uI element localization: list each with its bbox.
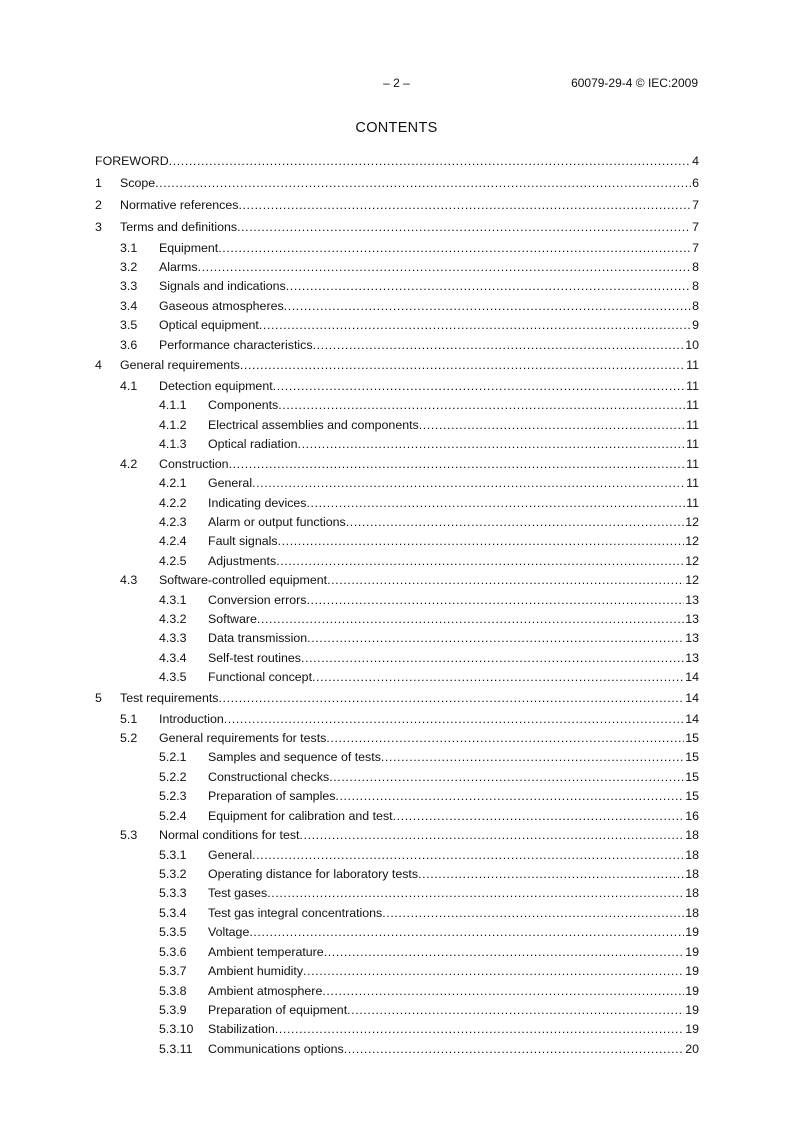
toc-entry-line [159,277,699,296]
toc-entry-page: 11 [686,398,699,413]
toc-entry-page: 12 [685,553,699,568]
toc-entry-line [159,377,699,396]
toc-entry[interactable] [95,173,699,195]
toc-entry-line [208,748,699,767]
toc-entry[interactable] [95,591,699,610]
dot-leader [306,591,684,610]
toc-entry-page: 11 [686,437,699,452]
toc-entry-line [159,571,699,590]
toc-entry-line [120,688,699,710]
toc-entry-page: 15 [685,789,699,804]
toc-entry[interactable] [95,962,699,981]
toc-entry[interactable] [95,277,699,296]
toc-entry-number: 4.1 [120,378,138,393]
dot-leader [335,787,684,806]
toc-entry-line [159,316,699,335]
toc-entry-page: 12 [685,534,699,549]
dot-leader [307,494,686,513]
toc-entry-page: 18 [685,828,699,843]
toc-entry-line [120,355,699,377]
toc-entry-title: Operating distance for laboratory tests [208,867,419,881]
toc-entry-title: Constructional checks [208,769,330,784]
dot-leader [322,982,684,1001]
toc-entry-page: 14 [685,690,699,705]
toc-entry-line [95,151,699,173]
toc-entry-page: 18 [685,847,699,862]
toc-entry-number: 5.3.6 [159,944,187,959]
toc-entry-number: 4.1.2 [159,417,187,432]
toc-entry-title: Samples and sequence of tests [208,750,381,765]
toc-entry-number: 5 [95,690,102,705]
toc-entry[interactable] [95,494,699,513]
toc-entry-title: Signals and indications [159,279,286,294]
toc-entry-number: 5.3.11 [159,1041,193,1056]
toc-entry[interactable] [95,923,699,942]
toc-entry-line [208,1001,699,1020]
dot-leader [252,474,685,493]
dot-leader [347,1001,684,1020]
toc-entry-line [208,668,699,687]
toc-entry[interactable] [95,396,699,415]
toc-entry-line [208,494,699,513]
toc-entry-page: 7 [692,240,699,255]
toc-entry-title: Ambient humidity [208,964,304,979]
toc-entry-number: 5.3.8 [159,983,187,998]
toc-entry-title: Test requirements [120,690,219,705]
toc-entry-line [159,336,699,355]
toc-entry-number: 3.1 [120,240,138,255]
toc-entry[interactable] [95,884,699,903]
toc-entry-title: Equipment [159,240,219,255]
toc-entry-number: 2 [95,197,102,212]
toc-entry-title: Self-test routines [208,650,301,665]
toc-entry-number: 4.3.5 [159,670,187,685]
toc-entry-line [120,173,699,195]
toc-entry-page: 16 [685,808,699,823]
toc-entry-line [208,591,699,610]
toc-entry-number: 4.1.1 [159,398,187,413]
toc-entry-title: Ambient temperature [208,944,324,959]
toc-entry[interactable] [95,768,699,787]
dot-leader [237,217,691,239]
toc-entry-line [208,649,699,668]
dot-leader [278,396,685,415]
toc-entry[interactable] [95,377,699,396]
toc-entry-number: 4.3.2 [159,612,187,627]
toc-entry-title: Preparation of equipment [208,1002,348,1017]
toc-entry-number: 3.2 [120,259,138,274]
dot-leader [155,173,691,195]
dot-leader [238,195,691,217]
toc-entry-page: 19 [685,925,699,940]
toc-entry-line [208,532,699,551]
toc-entry-page: 14 [685,711,699,726]
toc-entry-page: 19 [685,1022,699,1037]
table-of-contents [95,151,699,1059]
toc-entry-number: 5.3.7 [159,964,187,979]
toc-entry-title: Conversion errors [208,592,307,607]
toc-entry[interactable] [95,610,699,629]
toc-entry-number: 5.1 [120,711,138,726]
toc-entry-page: 19 [685,1002,699,1017]
toc-entry-line [208,768,699,787]
toc-entry[interactable] [95,1040,699,1059]
dot-leader [259,316,691,335]
dot-leader [229,455,686,474]
toc-entry[interactable] [95,904,699,923]
toc-entry[interactable] [95,297,699,316]
toc-entry-line [208,513,699,532]
toc-entry-title: Optical equipment [159,318,259,333]
toc-entry-page: 8 [692,298,699,313]
toc-entry-number: 3 [95,219,102,234]
toc-entry[interactable] [95,846,699,865]
dot-leader [393,807,685,826]
page-number: – 2 – [383,76,410,90]
toc-entry-line [208,982,699,1001]
toc-entry-line [208,846,699,865]
toc-entry-page: 13 [685,612,699,627]
toc-entry-page: 15 [685,731,699,746]
toc-entry-page: 7 [692,197,699,212]
toc-entry-title: Alarms [159,259,198,274]
toc-entry-title: FOREWORD [95,154,169,168]
toc-entry-number: 5.3.4 [159,905,187,920]
toc-entry-line [208,416,699,435]
dot-leader [198,258,692,277]
dot-leader [218,239,691,258]
toc-entry-page: 19 [685,944,699,959]
toc-entry-line [208,435,699,454]
toc-entry[interactable] [95,195,699,217]
toc-entry-title: Fault signals [208,534,278,549]
toc-entry-page: 13 [685,592,699,607]
dot-leader [276,552,684,571]
toc-entry-title: Normal conditions for test [159,828,300,843]
toc-entry[interactable] [95,416,699,435]
toc-entry-title: Terms and definitions [120,219,238,234]
dot-leader [418,865,684,884]
toc-entry-page: 15 [685,769,699,784]
toc-entry[interactable] [95,571,699,590]
dot-leader [273,377,685,396]
toc-entry-title: Optical radiation [208,437,298,452]
toc-entry-page: 13 [685,631,699,646]
toc-entry-line [208,474,699,493]
toc-entry-page: 18 [685,905,699,920]
toc-entry[interactable] [95,982,699,1001]
toc-entry[interactable] [95,151,699,173]
dot-leader [218,688,684,710]
toc-entry-number: 5.3.2 [159,867,187,881]
dot-leader [169,151,691,173]
toc-entry-page: 19 [685,983,699,998]
toc-entry-page: 7 [692,219,699,234]
toc-entry-page: 11 [686,417,699,432]
toc-entry-number: 4.2.3 [159,514,187,529]
toc-entry[interactable] [95,668,699,687]
dot-leader [382,904,684,923]
dot-leader [381,748,684,767]
dot-leader [312,668,684,687]
toc-entry-number: 4 [95,358,102,373]
dot-leader [252,846,684,865]
toc-entry[interactable] [95,649,699,668]
toc-entry-number: 4.3.1 [159,592,187,607]
toc-entry[interactable] [95,943,699,962]
toc-entry-title: General requirements [120,358,240,373]
dot-leader [324,943,685,962]
dot-leader [329,768,684,787]
toc-entry-page: 20 [685,1041,699,1056]
dot-leader [278,532,685,551]
toc-entry-title: Equipment for calibration and test [208,808,393,823]
toc-entry-number: 4.2.5 [159,553,187,568]
toc-entry[interactable] [95,729,699,748]
toc-entry-number: 5.2 [120,731,138,746]
toc-entry-number: 5.3.10 [159,1022,194,1037]
toc-entry-line [208,629,699,648]
toc-entry-line [159,258,699,277]
toc-entry-title: Components [208,398,279,413]
dot-leader [286,277,691,296]
toc-entry-page: 6 [692,175,699,190]
toc-entry-title: Introduction [159,711,224,726]
dot-leader [327,571,684,590]
dot-leader [301,649,684,668]
toc-entry-line [208,396,699,415]
toc-entry-line [208,962,699,981]
toc-entry-line [208,1040,699,1059]
toc-entry-number: 5.3.9 [159,1002,187,1017]
toc-entry-number: 1 [95,175,102,190]
toc-entry-number: 5.2.1 [159,750,187,765]
dot-leader [299,826,684,845]
toc-entry-page: 8 [692,279,699,294]
toc-entry[interactable] [95,710,699,729]
toc-entry-title: Test gas integral concentrations [208,905,383,920]
dot-leader [344,1040,685,1059]
toc-entry-number: 5.2.4 [159,808,187,823]
toc-entry-line [159,239,699,258]
toc-entry-page: 18 [685,886,699,901]
toc-entry-line [159,826,699,845]
toc-entry-title: Data transmission [208,631,308,646]
toc-entry-title: Preparation of samples [208,789,336,804]
toc-entry[interactable] [95,474,699,493]
toc-entry[interactable] [95,552,699,571]
toc-entry[interactable] [95,688,699,710]
dot-leader [257,610,684,629]
document-id: 60079-29-4 © IEC:2009 [571,76,698,90]
toc-entry-page: 14 [685,670,699,685]
toc-entry-line [120,195,699,217]
toc-entry[interactable] [95,217,699,239]
toc-entry-title: Scope [120,175,156,190]
toc-entry-number: 5.2.2 [159,769,187,784]
toc-entry-title: Software-controlled equipment [159,573,328,588]
toc-entry[interactable] [95,239,699,258]
toc-entry-number: 4.2.4 [159,534,187,549]
toc-entry-page: 19 [685,964,699,979]
toc-entry-line [208,865,699,884]
toc-entry-line [208,552,699,571]
toc-entry-line [159,455,699,474]
dot-leader [275,1020,684,1039]
toc-entry-page: 12 [685,514,699,529]
toc-entry-number: 5.3.3 [159,886,187,901]
toc-entry[interactable] [95,629,699,648]
dot-leader [326,729,684,748]
toc-entry-line [159,297,699,316]
dot-leader [240,355,685,377]
toc-entry-title: Gaseous atmospheres [159,298,284,313]
toc-entry-title: Stabilization [208,1022,275,1037]
toc-entry-title: Normative references [120,197,239,212]
toc-entry-title: Functional concept [208,670,313,685]
toc-entry[interactable] [95,355,699,377]
dot-leader [284,297,691,316]
toc-entry-page: 15 [685,750,699,765]
toc-entry-title: Communications options [208,1041,344,1056]
toc-entry[interactable] [95,435,699,454]
toc-entry-line [208,943,699,962]
dot-leader [303,962,684,981]
toc-entry[interactable] [95,865,699,884]
toc-entry-line [159,710,699,729]
toc-entry-number: 4.2 [120,456,138,471]
toc-entry-number: 5.3.5 [159,925,187,940]
toc-entry-page: 11 [686,476,699,491]
toc-entry-title: Test gases [208,886,268,901]
toc-entry-page: 9 [692,318,699,333]
toc-entry[interactable] [95,807,699,826]
toc-entry-page: 11 [686,378,699,393]
toc-entry[interactable] [95,787,699,806]
toc-entry-number: 3.6 [120,337,138,352]
toc-entry[interactable] [95,336,699,355]
dot-leader [419,416,685,435]
toc-entry-number: 5.2.3 [159,789,187,804]
toc-entry-title: General [208,847,253,862]
toc-entry-title: General [208,476,253,491]
toc-entry-title: Adjustments [208,553,277,568]
toc-entry-number: 4.1.3 [159,437,187,452]
dot-leader [298,435,686,454]
toc-entry[interactable] [95,748,699,767]
toc-entry-number: 4.2.2 [159,495,187,510]
toc-entry[interactable] [95,1020,699,1039]
dot-leader [224,710,684,729]
toc-entry-number: 4.3.4 [159,650,187,665]
toc-entry-page: 11 [686,456,699,471]
toc-entry-title: General requirements for tests [159,731,327,746]
dot-leader [267,884,684,903]
toc-entry-line [208,904,699,923]
dot-leader [313,336,685,355]
toc-entry-page: 11 [686,358,699,373]
toc-entry-page: 18 [685,867,699,881]
toc-entry-line [208,610,699,629]
toc-entry-page: 13 [685,650,699,665]
toc-entry-number: 3.3 [120,279,138,294]
toc-entry-line [208,807,699,826]
toc-entry-number: 3.4 [120,298,138,313]
toc-entry-number: 3.5 [120,318,138,333]
toc-entry[interactable] [95,455,699,474]
toc-entry-page: 4 [692,154,699,168]
toc-entry-number: 4.3 [120,573,138,588]
toc-entry-number: 4.2.1 [159,476,187,491]
toc-entry-line [208,923,699,942]
toc-entry-line [120,217,699,239]
toc-entry-title: Detection equipment [159,378,273,393]
toc-entry-title: Indicating devices [208,495,307,510]
toc-entry-number: 4.3.3 [159,631,187,646]
toc-entry-page: 12 [685,573,699,588]
toc-entry-line [208,884,699,903]
toc-entry-title: Voltage [208,925,250,940]
contents-title: CONTENTS [355,120,438,136]
toc-entry-title: Electrical assemblies and components [208,417,419,432]
toc-entry-title: Performance characteristics [159,337,313,352]
toc-entry-page: 11 [686,495,699,510]
toc-entry-page: 10 [685,337,699,352]
page-header [0,76,793,94]
toc-entry-title: Construction [159,456,229,471]
toc-entry-page: 8 [692,259,699,274]
toc-entry[interactable] [95,826,699,845]
toc-entry[interactable] [95,316,699,335]
toc-entry[interactable] [95,532,699,551]
dot-leader [307,629,684,648]
toc-entry-line [208,1020,699,1039]
toc-entry-line [159,729,699,748]
toc-entry-title: Ambient atmosphere [208,983,323,998]
toc-entry-number: 5.3.1 [159,847,187,862]
toc-entry-title: Software [208,612,257,627]
toc-entry-line [208,787,699,806]
dot-leader [346,513,684,532]
toc-entry[interactable] [95,1001,699,1020]
toc-entry-title: Alarm or output functions [208,514,346,529]
dot-leader [249,923,684,942]
toc-entry[interactable] [95,258,699,277]
toc-entry-number: 5.3 [120,828,138,843]
toc-entry[interactable] [95,513,699,532]
